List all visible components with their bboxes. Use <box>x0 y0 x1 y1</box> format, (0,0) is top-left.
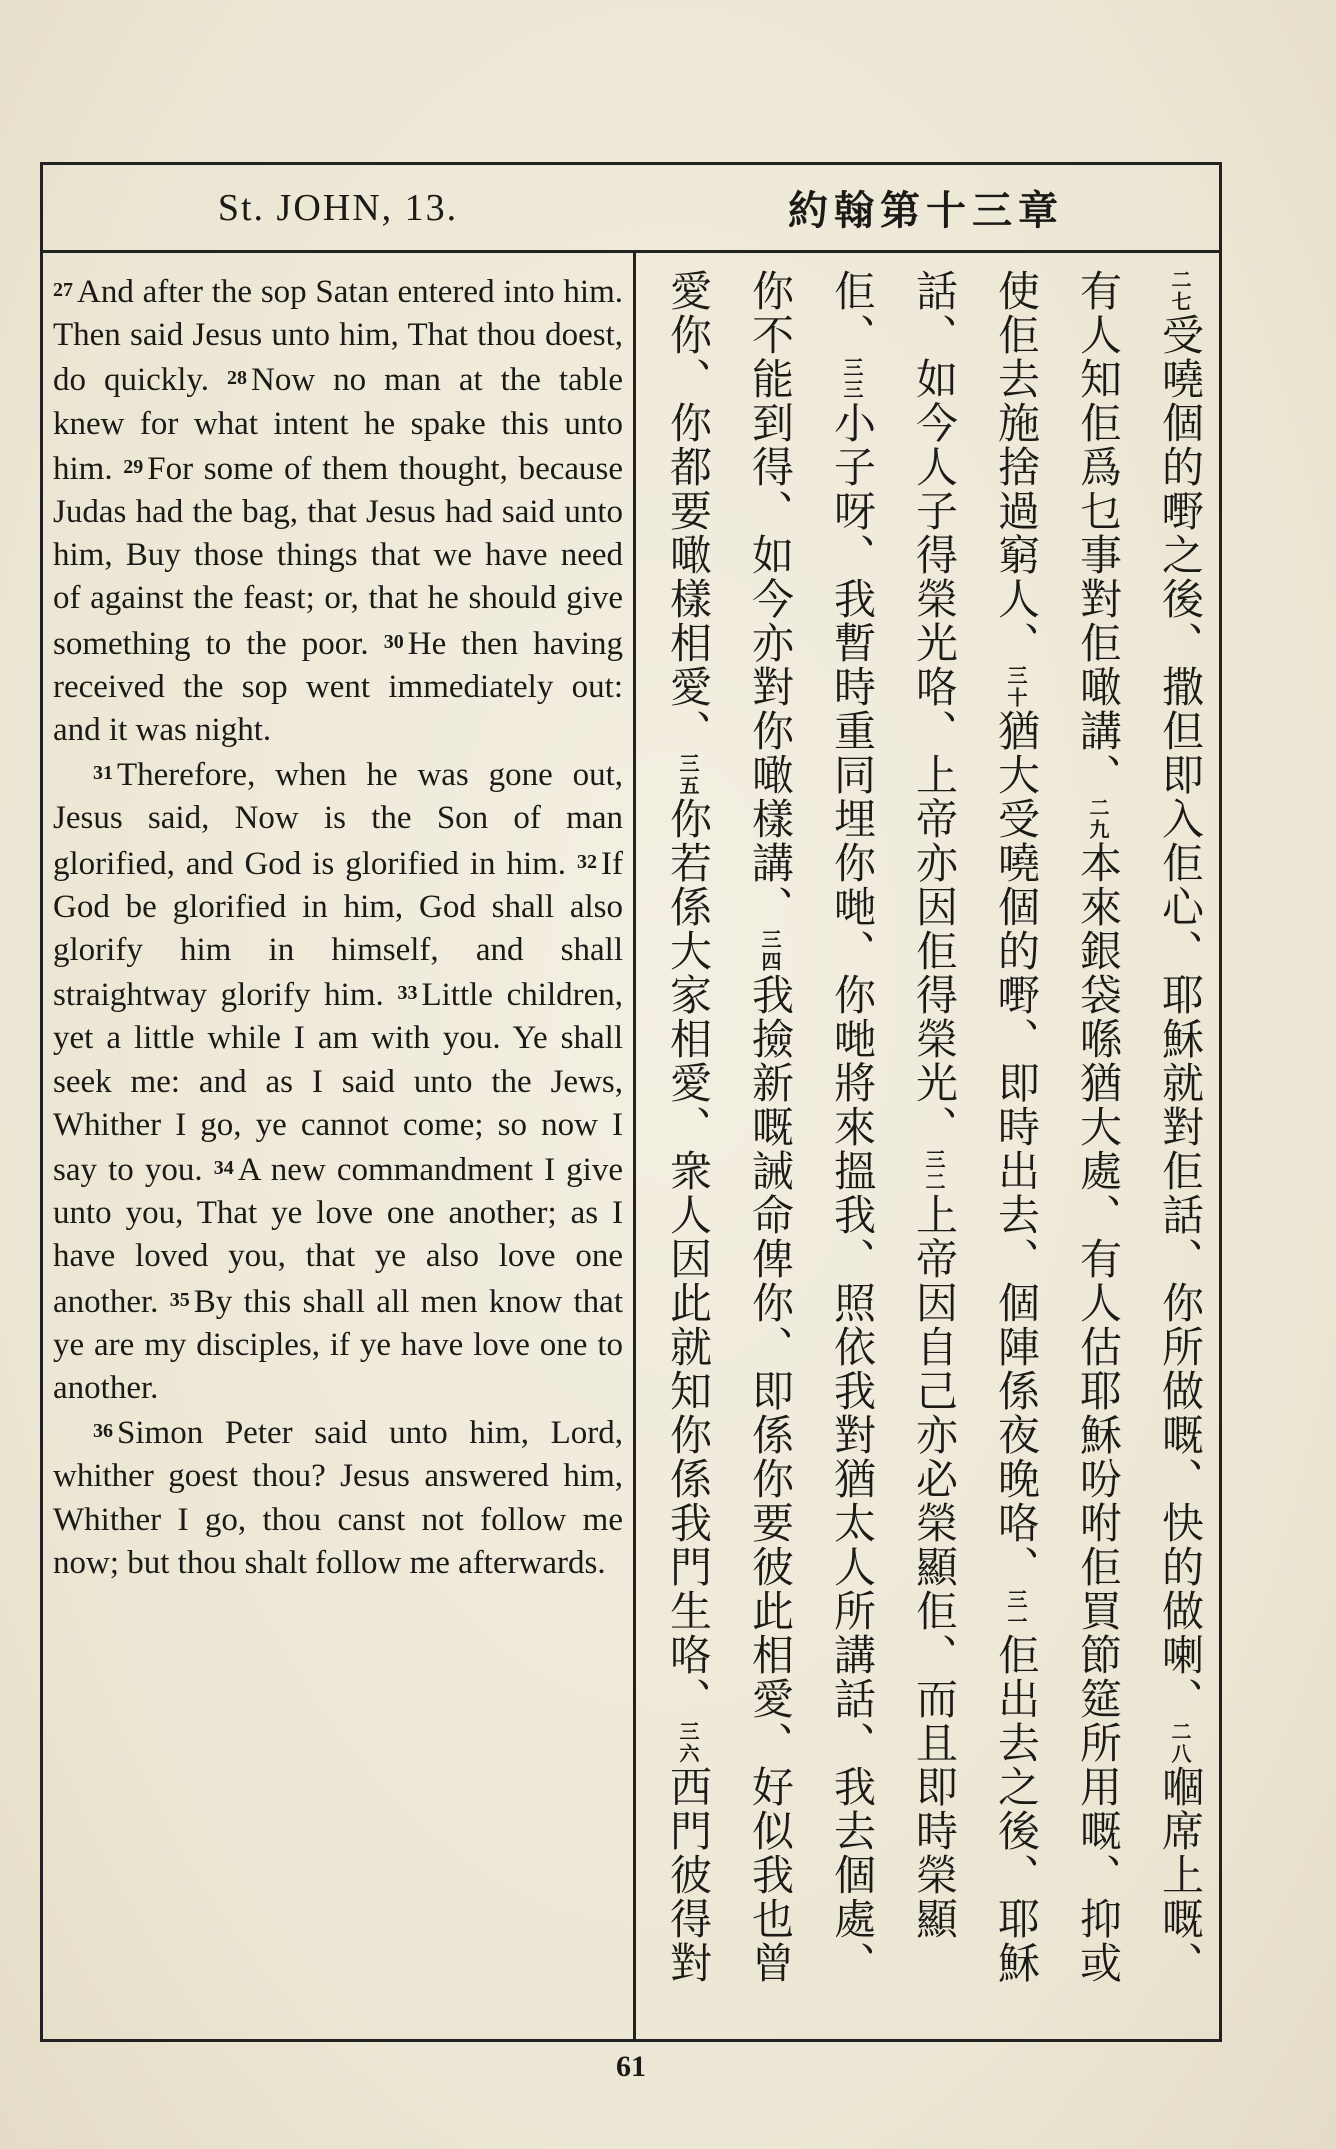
verse-number: 32 <box>577 850 598 873</box>
chinese-verse-number: 三十 <box>1004 665 1028 709</box>
chinese-verse-text: 你若係大家相愛、衆人因此就知你係我門生咯、 <box>664 797 713 1721</box>
english-paragraph <box>53 1410 623 1585</box>
verse-number: 34 <box>213 1157 234 1180</box>
chinese-verse-number: 三六 <box>676 1721 700 1765</box>
text-frame <box>40 162 1222 2042</box>
verse-text: Now no man at the table knew for what intent he spake this unto him. <box>53 362 623 487</box>
chinese-verse-text: 猶大受嘵個的嘢、即時出去、個陣係夜晚咯、 <box>992 709 1041 1589</box>
chinese-verse-number: 三五 <box>676 753 700 797</box>
english-paragraph <box>53 752 623 1410</box>
verse-number: 27 <box>53 279 73 301</box>
verse-text: For some of them thought, because Judas had the bag, that Jesus had said unto him, Buy those things that we have need of against the feast; or, that he should give something to the poor. <box>53 450 623 662</box>
verse-text: Little children, yet a little while I am with you. Ye shall seek me: and as I said unto the Jews, Whither I go, ye cannot come; so now I say to you. <box>53 977 623 1189</box>
chinese-verse-text: 我撿新嘅誡命俾你、即係你要彼此相愛、好似我也曾愛你、你都要噉樣相愛、 <box>664 269 795 1985</box>
verse-number: 30 <box>383 630 404 653</box>
verse-number: 29 <box>123 455 144 478</box>
chinese-verse-number: 三一 <box>1004 1589 1028 1633</box>
chinese-verse-number: 二七 <box>1168 269 1192 313</box>
english-paragraph <box>53 269 623 752</box>
verse-text: If God be glorified in him, God shall also glorify him in himself, and shall straightway glorify him. <box>53 845 623 1014</box>
verse-number: 36 <box>93 1420 113 1443</box>
chinese-text <box>651 269 1221 2019</box>
column-divider <box>633 253 636 2039</box>
verse-number: 31 <box>93 762 113 785</box>
verse-text: A new commandment I give unto you, That ye love one another; as I have loved you, that ye also love one another. <box>53 1152 623 1320</box>
chinese-column <box>651 269 1221 2019</box>
verse-text: Simon Peter said unto him, Lord, whither goest thou? Jesus answered him, Whither I go, thou canst not follow me now; but thou shalt follow me afterwards. <box>53 1415 623 1581</box>
chinese-verse-number: 三二 <box>922 1149 946 1193</box>
chinese-verse-text: 本來銀袋喺猶大處、有人估耶穌吩咐佢買節筵所用嘅、抑或使佢去施捨過窮人、 <box>992 269 1123 1985</box>
chinese-verse-number: 二九 <box>1086 797 1110 841</box>
chinese-verse-text: 上帝因自己亦必榮顯佢、而且即時榮顯佢、 <box>828 269 959 1941</box>
verse-text: By this shall all men know that ye are my disciples, if ye have love one to another. <box>53 1283 623 1407</box>
chinese-running-title: 約翰第十三章 <box>788 188 1064 234</box>
chinese-verse-number: 二八 <box>1168 1721 1192 1765</box>
chinese-verse-text: 嗰席上嘅、有人知佢爲乜事對佢噉講、 <box>1074 269 1205 1985</box>
chinese-verse-text: 西門彼得對 <box>664 1765 713 1985</box>
verse-text: He then having received the sop went immediately out: and it was night. <box>53 625 624 749</box>
verse-text: And after the sop Satan entered into him. Then said Jesus unto him, That thou doest, do quickly. <box>53 274 623 399</box>
english-column <box>53 269 623 1585</box>
chinese-verse-text: 受嘵個的嘢之後、撒但即入佢心、耶穌就對佢話、你所做嘅、快的做喇、 <box>1156 313 1205 1721</box>
english-running-title: St. JOHN, 13. <box>217 186 459 229</box>
running-header <box>43 165 1219 253</box>
chinese-verse-number: 三三 <box>840 357 864 401</box>
verse-number: 33 <box>397 982 418 1005</box>
chinese-verse-number: 三四 <box>758 929 782 973</box>
verse-text: Therefore, when he was gone out, Jesus said, Now is the Son of man glorified, and God is glorified in him. <box>53 757 623 882</box>
page-number: 61 <box>616 2050 646 2083</box>
verse-number: 28 <box>227 367 247 390</box>
verse-number: 35 <box>169 1288 190 1311</box>
chinese-verse-text: 佢出去之後、耶穌話、如今人子得榮光咯、上帝亦因佢得榮光、 <box>910 269 1041 1985</box>
chinese-verse-text: 小子呀、我暫時重同埋你哋、你哋將來搵我、照依我對猶太人所講話、我去個處、你不能到得、如今亦對你噉樣講、 <box>746 269 877 1985</box>
